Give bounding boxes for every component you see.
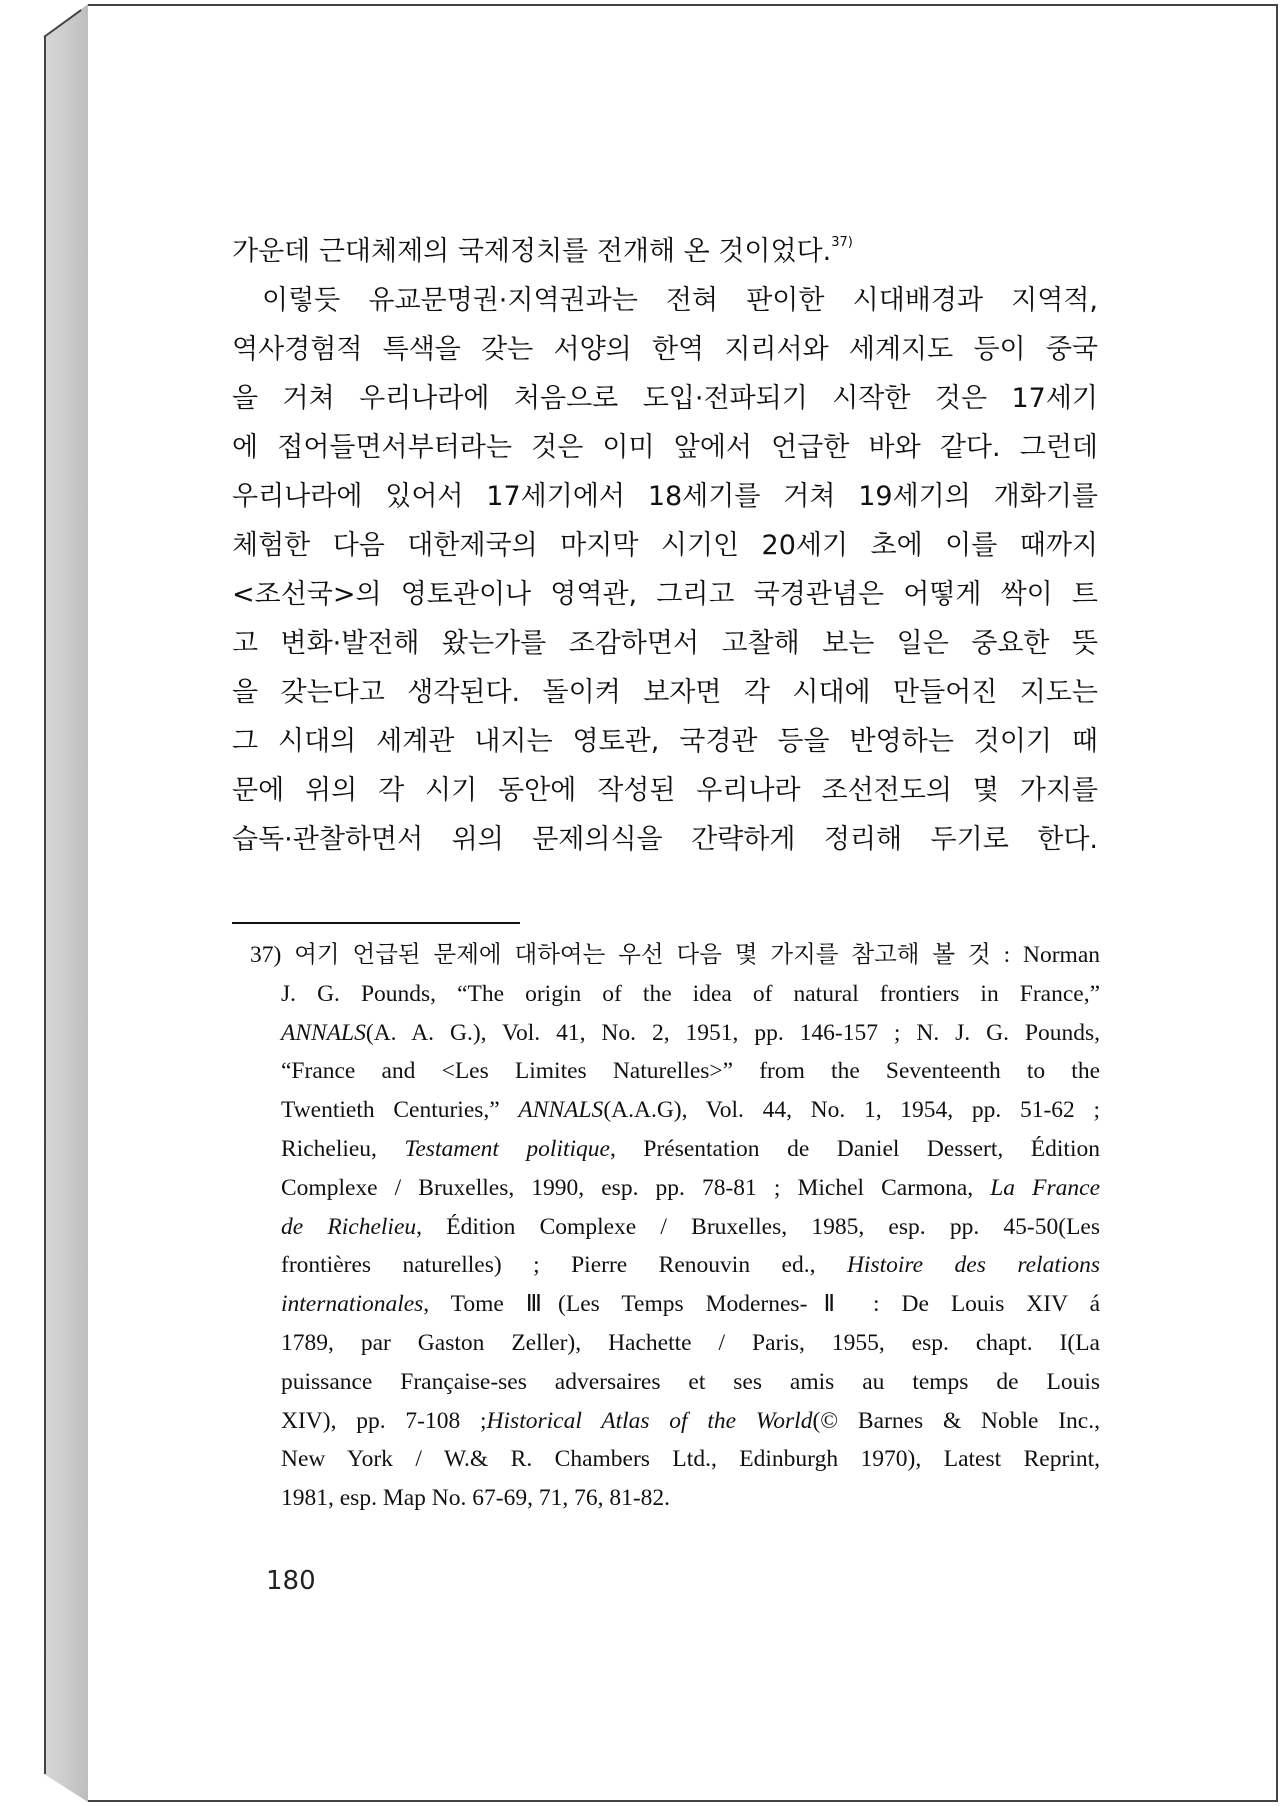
text-line: 역사경험적 특색을 갖는 서양의 한역 지리서와 세계지도 등이 중국	[232, 334, 1098, 365]
main-paragraph	[232, 222, 1098, 864]
footnote-divider	[232, 922, 520, 924]
book-title: Historical Atlas of the World	[486, 1407, 813, 1434]
footnote-line: J. G. Pounds, “The origin of the idea of natural frontiers in France,”	[281, 980, 1100, 1007]
footnote-text: , Tome Ⅲ(Les Temps Modernes-Ⅱ : De Louis XIV á	[423, 1291, 1100, 1318]
text-line: 그 시대의 세계관 내지는 영토관, 국경관 등을 반영하는 것이기 때	[232, 726, 1098, 757]
book-title: Histoire des relations	[846, 1252, 1101, 1279]
footnote-line	[281, 1402, 1100, 1441]
footnote-line	[281, 1208, 1100, 1247]
footnote-text: (A. A. G.), Vol. 41, No. 2, 1951, pp. 146-157 ; N. J. G. Pounds,	[365, 1019, 1100, 1046]
footnote-text: Complexe / Bruxelles, 1990, esp. pp. 78-81 ; Michel Carmona,	[281, 1174, 974, 1201]
text-line	[232, 276, 1098, 325]
text-line: 고 변화·발전해 왔는가를 조감하면서 고찰해 보는 일은 중요한 뜻	[232, 628, 1098, 659]
text-line: 우리나라에 있어서 17세기에서 18세기를 거쳐 19세기의 개화기를	[232, 481, 1098, 512]
text-line: 문에 위의 각 시기 동안에 작성된 우리나라 조선전도의 몇 가지를	[232, 775, 1098, 806]
footnote-line	[281, 1091, 1100, 1130]
journal-title: ANNALS	[518, 1097, 604, 1124]
text-line	[232, 222, 1098, 276]
footnote-line	[281, 1169, 1100, 1208]
footnote-line: New York / W.& R. Chambers Ltd., Edinburgh 1970), Latest Reprint,	[281, 1446, 1100, 1473]
footnote-line	[281, 1246, 1100, 1285]
text-line: 을 갖는다고 생각된다. 돌이켜 보자면 각 시대에 만들어진 지도는	[232, 677, 1098, 708]
footnote-text: , Édition Complexe / Bruxelles, 1985, esp. pp. 45-50(Les	[416, 1213, 1100, 1240]
footnote-text: frontières naturelles) ; Pierre Renouvin ed.,	[281, 1252, 816, 1279]
footnote-text: , Présentation de Daniel Dessert, Édition	[609, 1135, 1100, 1162]
footnote-line	[281, 1285, 1100, 1324]
footnote-text: Twentieth Centuries,”	[281, 1097, 500, 1124]
book-title: La France	[990, 1174, 1100, 1201]
footnote-line	[281, 1014, 1100, 1053]
journal-title: ANNALS	[281, 1019, 366, 1046]
text-line-content: 가운데 근대체제의 국제정치를 전개해 온 것이었다.	[232, 236, 832, 267]
footnote-text: XIV), pp. 7-108 ;	[281, 1407, 487, 1434]
spine-border-left	[44, 36, 46, 1774]
footnote-text: (© Barnes & Noble Inc.,	[812, 1407, 1100, 1434]
text-line: 을 거쳐 우리나라에 처음으로 도입·전파되기 시작한 것은 17세기	[232, 383, 1098, 414]
footnote-line: 1981, esp. Map No. 67-69, 71, 76, 81-82.	[281, 1485, 671, 1512]
footnote-text: (A.A.G), Vol. 44, No. 1, 1954, pp. 51-62 ;	[603, 1097, 1100, 1124]
text-line: <조선국>의 영토관이나 영역관, 그리고 국경관념은 어떻게 싹이 트	[232, 579, 1098, 610]
text-line-content: 이렇듯 유교문명권·지역권과는 전혀 판이한 시대배경과 지역적,	[262, 285, 1098, 316]
page-number: 180	[266, 1566, 316, 1596]
footnote-line	[281, 1130, 1100, 1169]
book-title: internationales	[281, 1291, 424, 1318]
footnote-line: puissance Française-ses adversaires et ses amis au temps de Louis	[281, 1368, 1100, 1395]
book-spine	[44, 4, 88, 1802]
footnote-line: 1789, par Gaston Zeller), Hachette / Paris, 1955, esp. chapt. I(La	[281, 1329, 1100, 1356]
footnote-37	[250, 936, 1100, 1518]
book-title: Testament politique	[404, 1135, 610, 1162]
text-line: 습독·관찰하면서 위의 문제의식을 간략하게 정리해 두기로 한다.	[232, 824, 1098, 855]
footnote-text: Richelieu,	[281, 1135, 377, 1162]
text-line: 체험한 다음 대한제국의 마지막 시기인 20세기 초에 이를 때까지	[232, 530, 1098, 561]
footnote-line: 37) 여기 언급된 문제에 대하여는 우선 다음 몇 가지를 참고해 볼 것 : Norman	[250, 942, 1100, 968]
footnote-line: “France and <Les Limites Naturelles>” from the Seventeenth to the	[281, 1058, 1100, 1085]
footnote-reference: 37)	[831, 235, 853, 250]
book-title: de Richelieu	[281, 1213, 417, 1240]
text-line: 에 접어들면서부터라는 것은 이미 앞에서 언급한 바와 같다. 그런데	[232, 432, 1098, 463]
